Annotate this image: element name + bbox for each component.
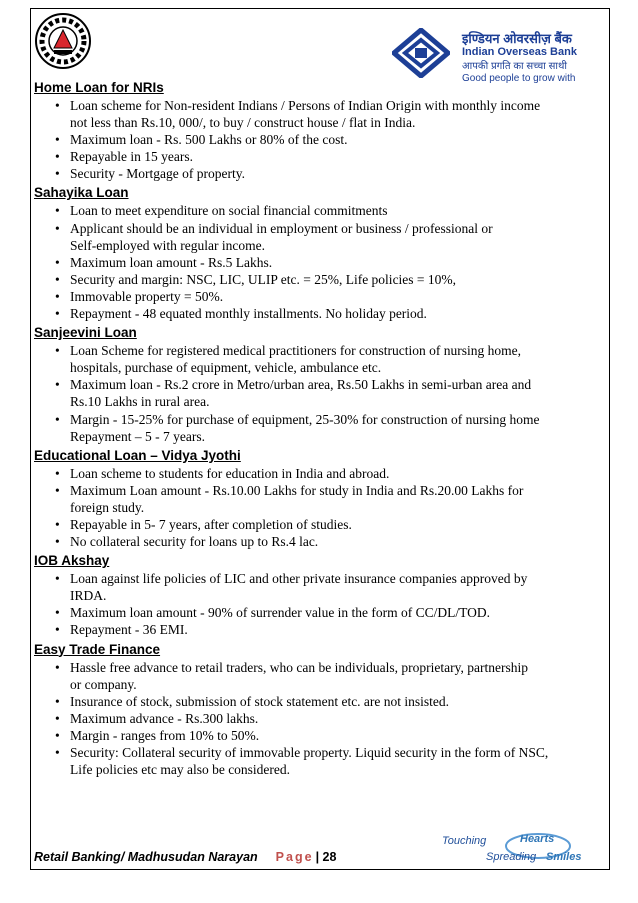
bullet-item: • Maximum advance - Rs.300 lakhs. <box>70 710 608 727</box>
logo-word-smiles: Smiles <box>546 851 582 863</box>
bullet-list <box>34 97 608 182</box>
bullet-item: • Repayment - 36 EMI. <box>70 621 608 638</box>
bullet-list <box>34 202 608 322</box>
bullet-item: • Repayable in 15 years. <box>70 148 608 165</box>
bullet-list <box>34 570 608 638</box>
logo-word-spreading: Spreading <box>486 851 537 863</box>
iob-brand-text <box>462 32 612 84</box>
page-footer <box>34 850 336 864</box>
footer-author: Retail Banking/ Madhusudan Narayan <box>34 850 258 864</box>
logo-word-touching: Touching <box>442 835 487 847</box>
bank-name-hindi: इण्डियन ओवरसीज़ बैंक <box>462 31 572 46</box>
section-title: IOB Akshay <box>34 553 110 569</box>
bullet-item: • Maximum Loan amount - Rs.10.00 Lakhs for study in India and Rs.20.00 Lakhs for <box>70 482 608 499</box>
bullet-item: • Security: Collateral security of immovable property. Liquid security in the form of NSC, <box>70 744 608 761</box>
bullet-item-continuation: not less than Rs.10, 000/, to buy / construct house / flat in India. <box>70 115 416 131</box>
bullet-item: • Maximum loan - Rs. 500 Lakhs or 80% of the cost. <box>70 131 608 148</box>
bullet-item: • Immovable property = 50%. <box>70 288 608 305</box>
bullet-list <box>34 342 608 445</box>
section-title: Sahayika Loan <box>34 185 129 201</box>
iob-logo-icon <box>392 28 450 78</box>
bullet-item-continuation: Life policies etc may also be considered. <box>70 762 291 778</box>
bullet-item-continuation: Rs.10 Lakhs in rural area. <box>70 394 210 410</box>
bullet-item: • Loan against life policies of LIC and other private insurance companies approved by <box>70 570 608 587</box>
bullet-item: • Hassle free advance to retail traders, who can be individuals, proprietary, partnership <box>70 659 608 676</box>
bullet-item-continuation: foreign study. <box>70 499 145 515</box>
bullet-item: • Repayment - 48 equated monthly installments. No holiday period. <box>70 305 608 322</box>
bullet-item-continuation: or company. <box>70 676 137 692</box>
bullet-item-continuation: hospitals, purchase of equipment, vehicle, ambulance etc. <box>70 360 382 376</box>
section-title: Educational Loan – Vidya Jyothi <box>34 447 241 463</box>
bullet-item: • Maximum loan amount - Rs.5 Lakhs. <box>70 254 608 271</box>
institute-emblem-icon <box>34 12 92 70</box>
bullet-item: • Security - Mortgage of property. <box>70 165 608 182</box>
bullet-item: • Loan scheme to students for education in India and abroad. <box>70 465 608 482</box>
section-title: Home Loan for NRIs <box>34 80 164 95</box>
footer-page-number: | 28 <box>315 850 337 864</box>
bullet-item: • Security and margin: NSC, LIC, ULIP etc. = 25%, Life policies = 10%, <box>70 271 608 288</box>
bullet-item: • Loan scheme for Non-resident Indians / Persons of Indian Origin with monthly income <box>70 97 608 114</box>
bank-name: Indian Overseas Bank <box>462 46 577 58</box>
document-body <box>34 79 608 780</box>
bullet-list <box>34 659 608 779</box>
bullet-item: • Loan Scheme for registered medical practitioners for construction of nursing home, <box>70 342 608 359</box>
tagline-hindi: आपकी प्रगति का सच्चा साथी <box>462 61 567 72</box>
bullet-item-continuation: Repayment – 5 - 7 years. <box>70 428 205 444</box>
bullet-item: • Insurance of stock, submission of stock statement etc. are not insisted. <box>70 693 608 710</box>
bullet-item-continuation: Self-employed with regular income. <box>70 237 265 253</box>
bullet-item: • Margin - 15-25% for purchase of equipment, 25-30% for construction of nursing home <box>70 411 608 428</box>
bullet-item: • Loan to meet expenditure on social financial commitments <box>70 202 608 219</box>
logo-word-hearts: Hearts <box>520 833 555 845</box>
bullet-item: • No collateral security for loans up to Rs.4 lac. <box>70 533 608 550</box>
section-title: Sanjeevini Loan <box>34 325 137 341</box>
bullet-item: • Margin - ranges from 10% to 50%. <box>70 727 608 744</box>
bullet-item: • Maximum loan - Rs.2 crore in Metro/urban area, Rs.50 Lakhs in semi-urban area and <box>70 376 608 393</box>
tagline: Good people to grow with <box>462 73 576 84</box>
bullet-item: • Applicant should be an individual in employment or business / professional or <box>70 220 608 237</box>
bullet-list <box>34 465 608 550</box>
bullet-item-continuation: IRDA. <box>70 588 107 604</box>
footer-page-label: Page <box>275 850 314 864</box>
bullet-item: • Repayable in 5- 7 years, after completion of studies. <box>70 516 608 533</box>
bullet-item: • Maximum loan amount - 90% of surrender value in the form of CC/DL/TOD. <box>70 604 608 621</box>
section-title: Easy Trade Finance <box>34 641 161 657</box>
touching-hearts-logo <box>440 828 600 868</box>
